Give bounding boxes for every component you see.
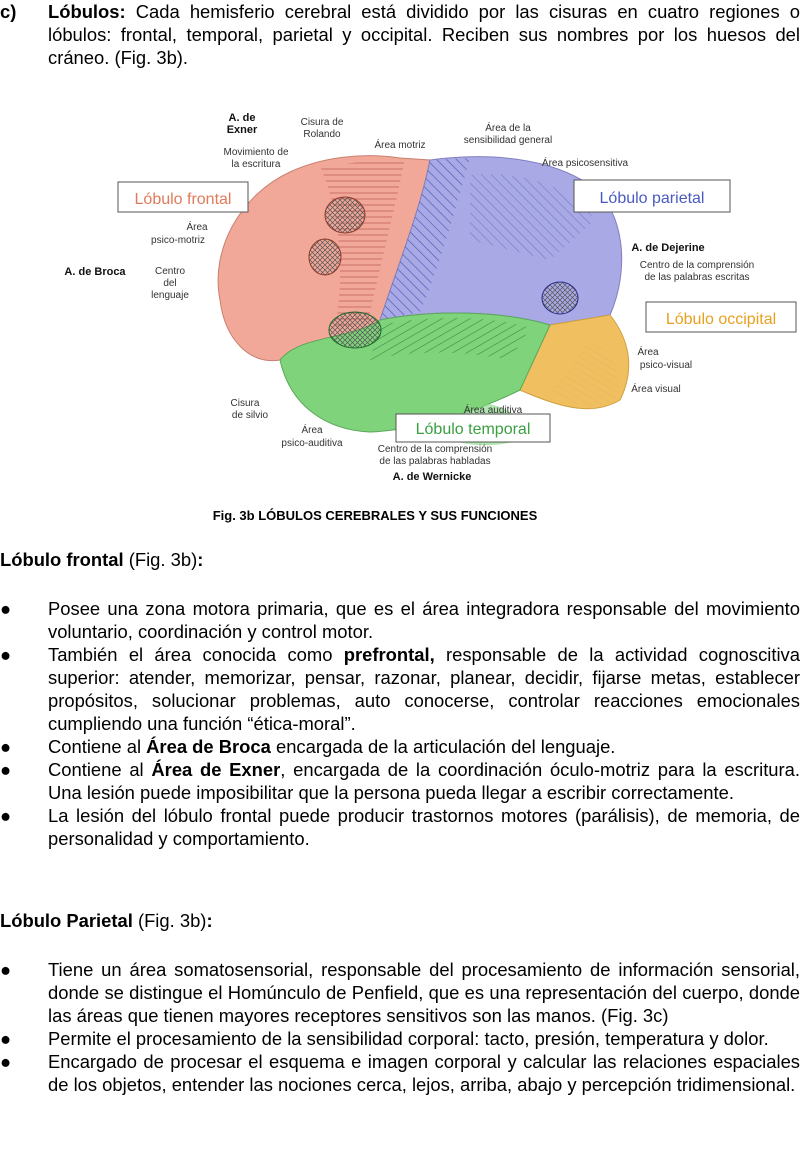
bullet-dot-icon: ● [0, 959, 12, 980]
frontal-bullet-text: Contiene al [48, 736, 147, 757]
lenguaje-1: Centro [154, 266, 186, 277]
exner-area-marker [325, 197, 365, 233]
escritas-1: Centro de la comprensión [639, 260, 755, 271]
wernicke-label: A. de Wernicke [392, 471, 472, 483]
silvio-1: Cisura [230, 398, 260, 409]
exner-desc-2: la escritura [231, 159, 281, 170]
brain-diagram [50, 100, 800, 490]
frontal-bullet-text: , encargada de la coordinación óculo-motriz para la escritura. Una lesión puede imposibilitar que la persona pueda llegar a escribir correctamente. [48, 759, 800, 803]
occipital-label: Lóbulo occipital [665, 311, 777, 328]
frontal-bullet-text: Contiene al [48, 759, 152, 780]
parietal-heading-bold: Lóbulo Parietal [0, 910, 133, 931]
frontal-bullet-item [0, 643, 800, 735]
wernicke-area-marker [329, 312, 381, 348]
temporal-label: Lóbulo temporal [415, 421, 531, 438]
psicomotriz-2: psico-motriz [151, 235, 205, 246]
escritas-2: de las palabras escritas [644, 272, 750, 283]
rolando-2: Rolando [303, 129, 341, 140]
auditiva-label: Área auditiva [463, 405, 523, 416]
psicoauditiva-1: Área [301, 425, 323, 436]
silvio-2: de silvio [231, 410, 269, 421]
dejerine-label: A. de Dejerine [631, 242, 705, 254]
frontal-bullet-text: responsable de la actividad cognoscitiva superior: atender, memorizar, pensar, razonar, planear, decidir, fijarse metas, establecer propósitos, solucionar problemas, auto conocerse, controlar reacciones emocionales cumpliendo una función “ética-moral”. [48, 644, 800, 734]
broca-label: A. de Broca [64, 266, 126, 278]
psicosens-label: Área psicosensitiva [541, 158, 629, 169]
bullet-dot-icon: ● [0, 644, 12, 665]
exner-title-2: Exner [226, 124, 258, 136]
frontal-label: Lóbulo frontal [134, 191, 232, 208]
parietal-bullet-list [0, 958, 800, 1096]
frontal-bullet-text: Área de Exner [151, 759, 281, 780]
rolando-1: Cisura de [300, 117, 344, 128]
parietal-bullet-text: Permite el procesamiento de la sensibilidad corporal: tacto, presión, temperatura y dolor. [48, 1028, 769, 1049]
sens-gen-2: sensibilidad general [463, 135, 553, 146]
dejerine-area-marker [542, 282, 578, 314]
bullet-dot-icon: ● [0, 759, 12, 780]
intro-paragraph [0, 0, 800, 69]
parietal-bullet-item [0, 1050, 800, 1096]
parietal-label: Lóbulo parietal [599, 190, 705, 207]
parietal-bullet-item [0, 1027, 800, 1050]
frontal-bullet-list [0, 597, 800, 850]
lenguaje-3: lenguaje [151, 290, 189, 301]
intro-title: Lóbulos: [48, 1, 126, 22]
frontal-bullet-item [0, 735, 800, 758]
frontal-heading-ref: (Fig. 3b) [123, 549, 198, 570]
parietal-heading-ref: (Fig. 3b) [132, 910, 207, 931]
exner-desc-1: Movimiento de [223, 147, 289, 158]
frontal-bullet-item [0, 597, 800, 643]
brain-lobes-figure [50, 100, 800, 490]
parietal-bullet-text: Encargado de procesar el esquema e imagen corporal y calcular las relaciones espaciales de los objetos, entender las nociones cerca, lejos, arriba, abajo y percepción tridimensional. [48, 1051, 800, 1095]
section-label: c) [0, 1, 17, 22]
exner-title-1: A. de [228, 112, 256, 124]
frontal-heading [0, 548, 203, 571]
frontal-bullet-text: encargada de la articulación del lenguaje. [270, 736, 616, 757]
broca-area-marker [309, 239, 341, 275]
psicovisual-2: psico-visual [639, 360, 693, 371]
bullet-dot-icon: ● [0, 1028, 12, 1049]
frontal-bullet-text: prefrontal, [343, 644, 435, 665]
bullet-dot-icon: ● [0, 736, 12, 757]
parietal-heading-colon: : [206, 910, 213, 931]
visual-label: Área visual [631, 384, 681, 395]
frontal-bullet-text: La lesión del lóbulo frontal puede producir trastornos motores (parálisis), de memoria, de personalidad y comportamiento. [48, 805, 800, 849]
bullet-dot-icon: ● [0, 805, 12, 826]
intro-text: Cada hemisferio cerebral está dividido por las cisuras en cuatro regiones o lóbulos: frontal, temporal, parietal y occipital. Reciben sus nombres por los huesos del cráneo. (Fig. 3b). [48, 1, 800, 68]
bullet-dot-icon: ● [0, 1051, 12, 1072]
bullet-dot-icon: ● [0, 598, 12, 619]
frontal-heading-colon: : [197, 549, 204, 570]
frontal-bullet-item [0, 804, 800, 850]
figure-caption: Fig. 3b LÓBULOS CEREBRALES Y SUS FUNCIONES [212, 508, 538, 523]
psicomotriz-1: Área [186, 222, 208, 233]
parietal-bullet-text: Tiene un área somatosensorial, responsable del procesamiento de información sensorial, donde se distingue el Homúnculo de Penfield, que es una representación del cuerpo, donde las áreas que tienen mayores receptores sensitivos son las manos. (Fig. 3c) [48, 959, 800, 1026]
psicoauditiva-2: psico-auditiva [281, 438, 343, 449]
frontal-heading-bold: Lóbulo frontal [0, 549, 124, 570]
parietal-heading [0, 909, 213, 932]
habladas-1: Centro de la comprensión [377, 444, 493, 455]
habladas-2: de las palabras habladas [379, 456, 491, 467]
sens-gen-1: Área de la [485, 123, 531, 134]
motriz-label: Área motriz [374, 140, 426, 151]
frontal-bullet-text: También el área conocida como [48, 644, 344, 665]
lenguaje-2: del [163, 278, 177, 289]
frontal-bullet-text: Posee una zona motora primaria, que es el área integradora responsable del movimiento voluntario, coordinación y control motor. [48, 598, 800, 642]
intro-body [48, 0, 800, 69]
psicovisual-1: Área [637, 347, 659, 358]
frontal-bullet-text: Área de Broca [146, 736, 271, 757]
frontal-bullet-item [0, 758, 800, 804]
parietal-bullet-item [0, 958, 800, 1027]
